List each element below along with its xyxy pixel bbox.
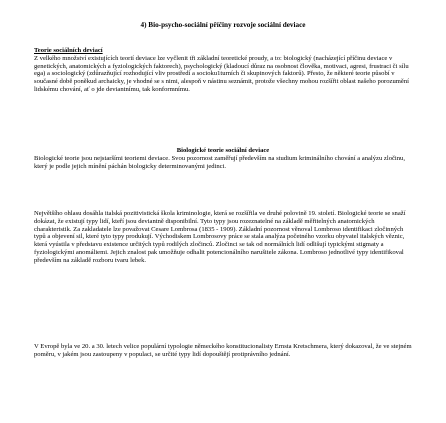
section-lombroso (34, 210, 412, 265)
section-biological (34, 147, 412, 170)
document-title: 4) Bio-psycho-sociální příčiny rozvoje sociální deviace (140, 21, 306, 29)
paragraph: Největšího ohlasu dosáhla italská pozitivistická škola kriminologie, která se rozšířila ve druhé polovině 19. století. Biologické teorie se snaží dokázat, že existují typy lidí, kteří jsou deviantně disponibilní. Tyto typy jsou rozeznatelné na základě měřitelných anatomických charakteristik. Za zakladatele lze považovat Cesare Lombrosa (1835 - 1909). Základní pozornost věnoval Lombroso identifikaci zločinných typů a objevení sil, které tyto typy produkují. Východiskem Lombrosovy práce se stala analýza početného vzorku obyvatel italských věznic, která vyústila v představu existence určitých typů rodilých zločinců. Zločinci se tak od normálních lidí odlišují typickými stigmaty a fyziologickými anomáliemi. Jejich znalost pak umožňuje odhalit potencionálního narušitele zákona. Lombroso jednotlivé typy identifikoval především na základě rozboru tvaru lebek. (34, 210, 406, 264)
section-heading: Teorie sociálních deviací (34, 47, 103, 54)
paragraph: Z velkého množství existujících teorií deviace lze vyčlenit tři základní teoretické proudy, a to: biologický (nacházející příčinu deviace v genetických, anatomických a fyziologických faktorech), psychologický (kladoucí důraz na osobnost člověka, motivaci, agresi, frustraci či sílu ega) a sociologický (zdůrazňující rozhodující vliv prostředí a socioku1turních či skupinových faktorů). Přesto, že některé teorie působí v současné době poněkud archaicky, je vhodné se s nimi, alespoň v nástinu seznámit, protože všechny mohou rozšířit oblast našeho porozumění lidskému chování, ať o jde deviantnímu, tak konformnímu. (34, 54, 409, 93)
paragraph: V Evropě byla ve 20. a 30. letech velice populární typologie německého konstitucionalisty Ernsta Kretschmera, který dokazoval, že ve stejném poměru, v jakém jsou zastoupeny v populaci, se určité typy lidí dopouštějí protiprávního jednání. (34, 343, 412, 358)
section-theories (34, 47, 412, 94)
paragraph: Biologické teorie jsou nejstaršími teoriemi deviace. Svou pozornost zaměřují především na studium kriminálního chování a analýzu zločinu, který je podle jejich mínění páchán biologicky determinovanými jedinci. (34, 154, 405, 170)
section-heading: Biologické teorie sociální deviace (176, 147, 270, 154)
section-kretschmer (34, 343, 412, 359)
